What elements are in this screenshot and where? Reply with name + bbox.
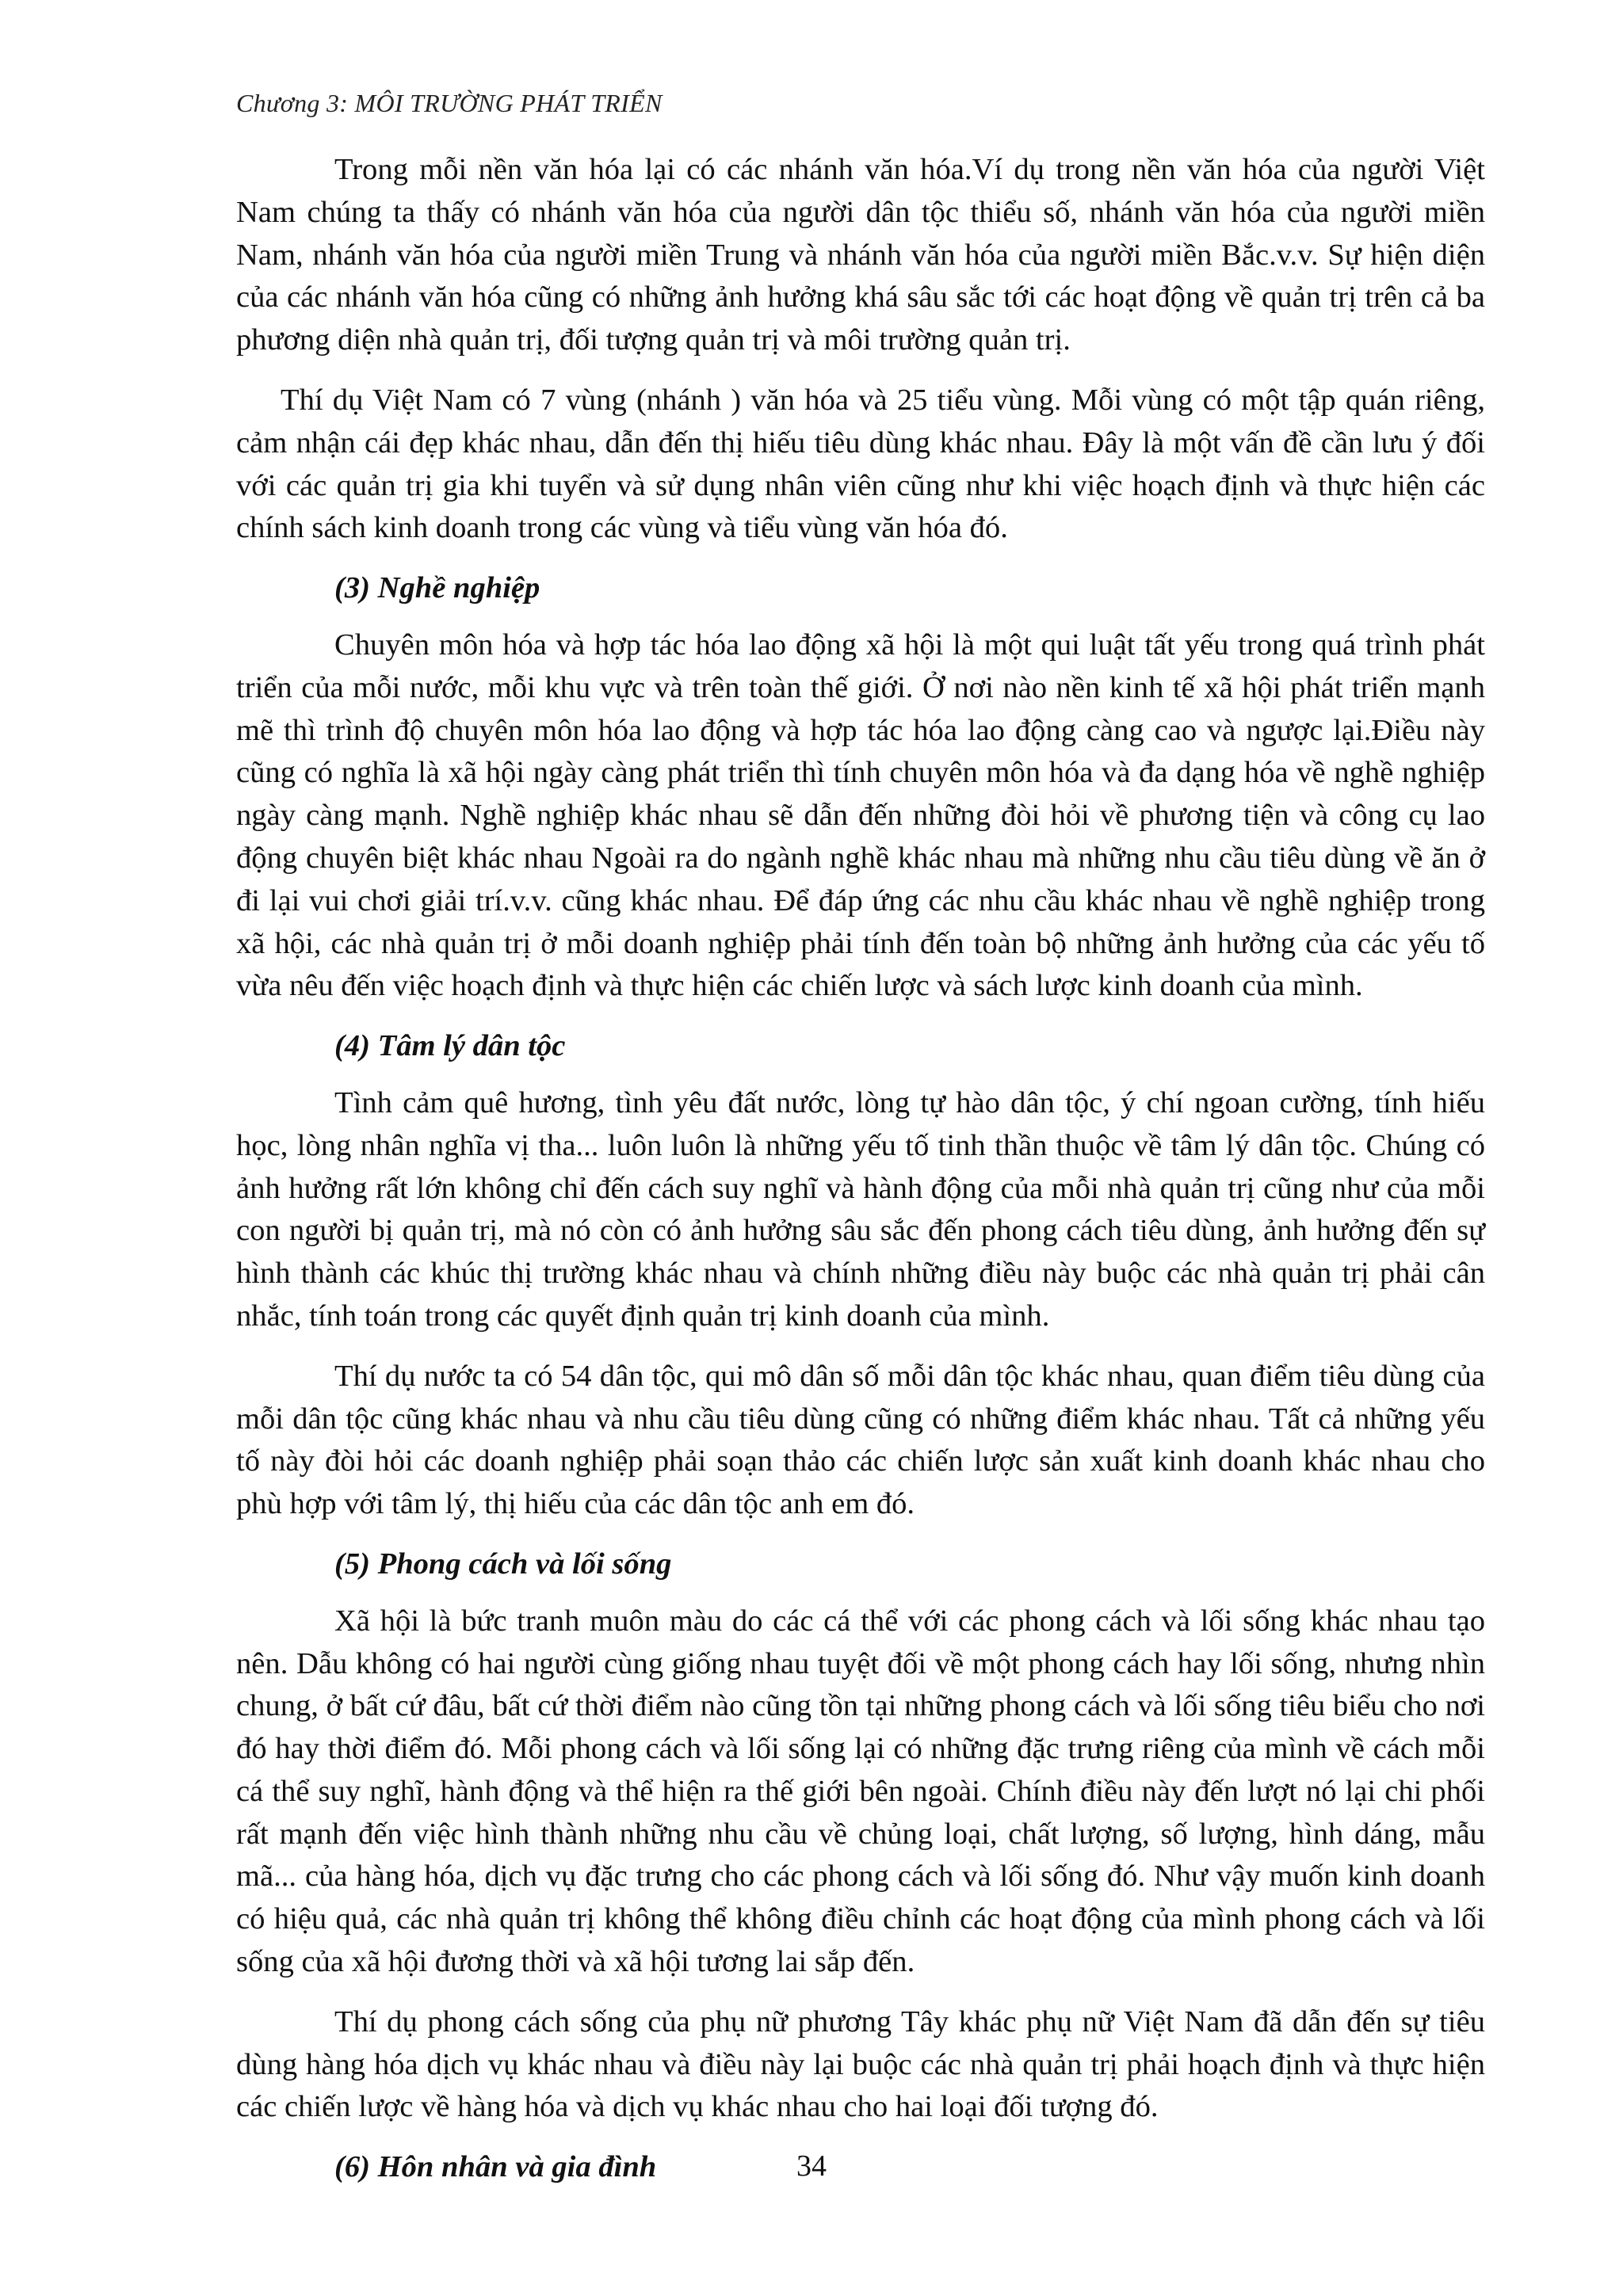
section-heading-ethnic-psychology: (4) Tâm lý dân tộc — [334, 1029, 566, 1063]
chapter-header: Chương 3: MÔI TRƯỜNG PHÁT TRIỂN — [236, 89, 663, 117]
paragraph-lifestyle-example: Thí dụ phong cách sống của phụ nữ phương Tây khác phụ nữ Việt Nam đã dẫn đến sự tiêu dùng hàng hóa dịch vụ khác nhau và điều này lại buộc các nhà quản trị phải hoạch định và thực hiện các chiến lược về hàng hóa và dịch vụ khác nhau cho hai loại đối tượng đó. — [236, 2004, 1485, 2124]
section-heading-occupation: (3) Nghề nghiệp — [334, 571, 540, 605]
page-body — [236, 149, 1485, 2203]
paragraph-lifestyle: Xã hội là bức tranh muôn màu do các cá thể với các phong cách và lối sống khác nhau tạo nên. Dẫu không có hai người cùng giống nhau tuyệt đối về một phong cách hay lối sống, nhưng nhìn chung, ở bất cứ đâu, bất cứ thời điểm nào cũng tồn tại những phong cách và lối sống tiêu biểu cho nơi đó hay thời điểm đó. Mỗi phong cách và lối sống lại có những đặc trưng riêng của mình về cách mỗi cá thể suy nghĩ, hành động và thể hiện ra thế giới bên ngoài. Chính điều này đến lượt nó lại chi phối rất mạnh đến việc hình thành những nhu cầu về chủng loại, chất lượng, số lượng, hình dáng, mẫu mã... của hàng hóa, dịch vụ đặc trưng cho các phong cách và lối sống đó. Như vậy muốn kinh doanh có hiệu quả, các nhà quản trị không thể không điều chỉnh các hoạt động của mình phong cách và lối sống của xã hội đương thời và xã hội tương lai sắp đến. — [236, 1604, 1485, 1979]
paragraph-vietnam-regions: Thí dụ Việt Nam có 7 vùng (nhánh ) văn hóa và 25 tiểu vùng. Mỗi vùng có một tập quán riêng, cảm nhận cái đẹp khác nhau, dẫn đến thị hiếu tiêu dùng khác nhau. Đây là một vấn đề cần lưu ý đối với các quản trị gia khi tuyển và sử dụng nhân viên cũng như khi việc hoạch định và thực hiện các chính sách kinh doanh trong các vùng và tiểu vùng văn hóa đó. — [236, 383, 1485, 545]
paragraph-ethnic-psychology: Tình cảm quê hương, tình yêu đất nước, lòng tự hào dân tộc, ý chí ngoan cường, tính hiếu học, lòng nhân nghĩa vị tha... luôn luôn là những yếu tố tinh thần thuộc về tâm lý dân tộc. Chúng có ảnh hưởng rất lớn không chỉ đến cách suy nghĩ và hành động của mỗi nhà quản trị cũng như của mỗi con người bị quản trị, mà nó còn có ảnh hưởng sâu sắc đến phong cách tiêu dùng, ảnh hưởng đến sự hình thành các khúc thị trường khác nhau và chính những điều này buộc các nhà quản trị phải cân nhắc, tính toán trong các quyết định quản trị kinh doanh của mình. — [236, 1085, 1485, 1333]
paragraph-cultural-branches: Trong mỗi nền văn hóa lại có các nhánh văn hóa.Ví dụ trong nền văn hóa của người Việt Nam chúng ta thấy có nhánh văn hóa của người dân tộc thiểu số, nhánh văn hóa của người miền Nam, nhánh văn hóa của người miền Trung và nhánh văn hóa của người miền Bắc.v.v. Sự hiện diện của các nhánh văn hóa cũng có những ảnh hưởng khá sâu sắc tới các hoạt động về quản trị trên cả ba phương diện nhà quản trị, đối tượng quản trị và môi trường quản trị. — [236, 153, 1485, 357]
paragraph-occupation: Chuyên môn hóa và hợp tác hóa lao động xã hội là một qui luật tất yếu trong quá trình phát triển của mỗi nước, mỗi khu vực và trên toàn thế giới. Ở nơi nào nền kinh tế xã hội phát triển mạnh mẽ thì trình độ chuyên môn hóa lao động và hợp tác hóa lao động càng cao và ngược lại.Điều này cũng có nghĩa là xã hội ngày càng phát triển thì tính chuyên môn hóa và đa dạng hóa về nghề nghiệp ngày càng mạnh. Nghề nghiệp khác nhau sẽ dẫn đến những đòi hỏi về phương tiện và công cụ lao động chuyên biệt khác nhau Ngoài ra do ngành nghề khác nhau mà những nhu cầu tiêu dùng về ăn ở đi lại vui chơi giải trí.v.v. cũng khác nhau. Để đáp ứng các nhu cầu khác nhau về nghề nghiệp trong xã hội, các nhà quản trị ở mỗi doanh nghiệp phải tính đến toàn bộ những ảnh hưởng của các yếu tố vừa nêu đến việc hoạch định và thực hiện các chiến lược và sách lược kinh doanh của mình. — [236, 627, 1485, 1003]
paragraph-ethnic-example: Thí dụ nước ta có 54 dân tộc, qui mô dân số mỗi dân tộc khác nhau, quan điểm tiêu dùng của mỗi dân tộc cũng khác nhau và nhu cầu tiêu dùng cũng có những điểm khác nhau. Tất cả những yếu tố này đòi hỏi các doanh nghiệp phải soạn thảo các chiến lược sản xuất kinh doanh khác nhau cho phù hợp với tâm lý, thị hiếu của các dân tộc anh em đó. — [236, 1359, 1485, 1521]
page-number: 34 — [796, 2149, 827, 2183]
section-heading-marriage-family: (6) Hôn nhân và gia đình — [334, 2150, 657, 2184]
section-heading-lifestyle: (5) Phong cách và lối sống — [334, 1547, 672, 1581]
